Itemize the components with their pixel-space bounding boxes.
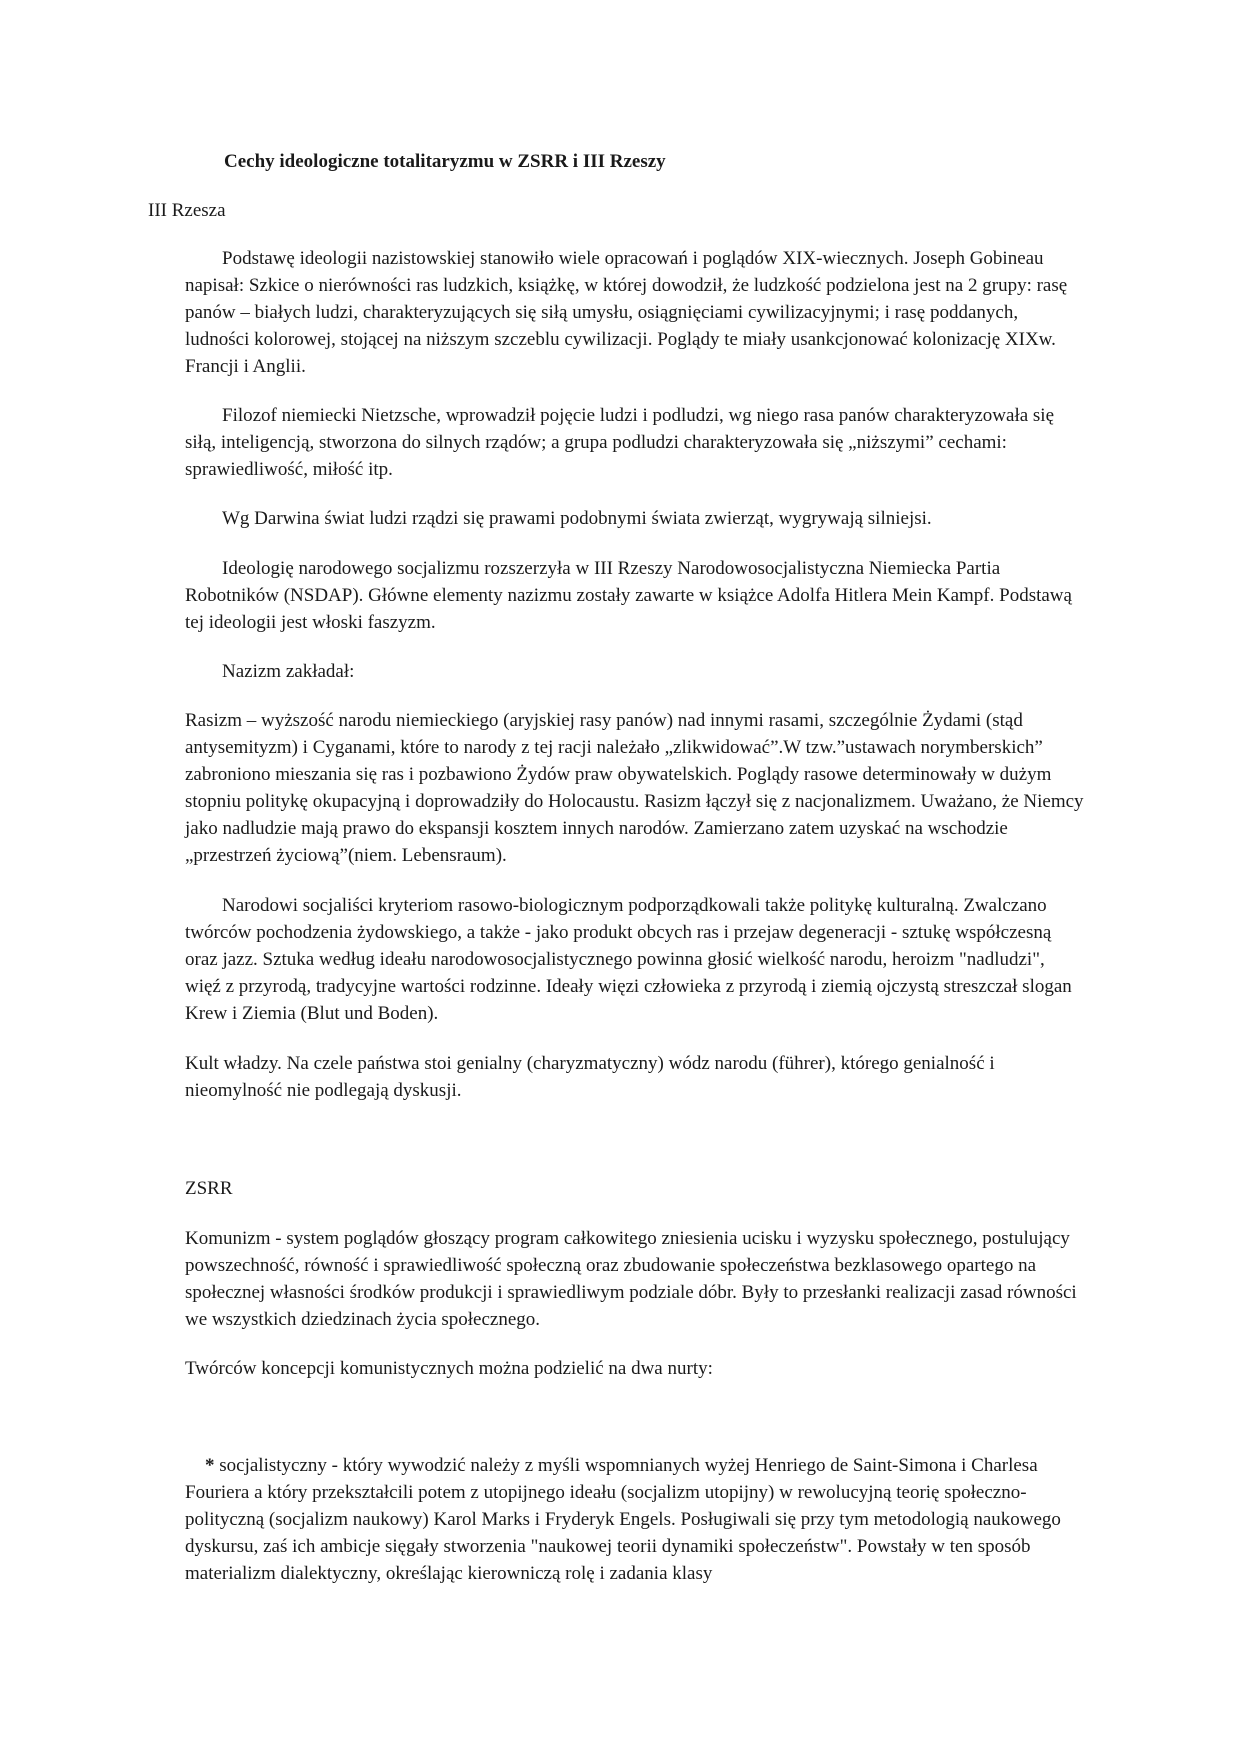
paragraph-nazizm-zakladal: Nazizm zakładał:	[222, 661, 355, 682]
paragraph-nsdap: Ideologię narodowego socjalizmu rozszerzyła w III Rzeszy Narodowosocjalistyczna Niemiecka Partia Robotników (NSDAP). Główne elementy nazizmu zostały zawarte w książce Adolfa Hitlera Mein Kampf. Podstawą tej ideologii jest włoski faszyzm.	[185, 558, 1072, 633]
list-item-text: socjalistyczny - który wywodzić należy z myśli wspomnianych wyżej Henriego de Saint-Simona i Charlesa Fouriera a który przekształcili potem z utopijnego ideału (socjalizm utopijny) w rewolucyjną teorię społeczno-polityczną (socjalizm naukowy) Karol Marks i Fryderyk Engels. Posługiwali się przy tym metodologią naukowego dyskursu, zaś ich ambicje sięgały stworzenia "naukowej teorii dynamiki społeczeństw". Powstały w ten sposób materializm dialektyczny, określając kierowniczą rolę i zadania klasy	[185, 1455, 1061, 1584]
paragraph-gobineau: Podstawę ideologii nazistowskiej stanowiło wiele opracowań i poglądów XIX-wiecznych. Joseph Gobineau napisał: Szkice o nierówności ras ludzkich, książkę, w której dowodził, że ludzkość podzielona jest na 2 grupy: rasę panów – białych ludzi, charakteryzujących się siłą umysłu, osiągnięciami cywilizacyjnymi; i rasę poddanych, ludności kolorowej, stojącej na niższym szczeblu cywilizacji. Poglądy te miały usankcjonować kolonizację XIXw. Francji i Anglii.	[185, 248, 1068, 377]
paragraph-komunizm: Komunizm - system poglądów głoszący program całkowitego zniesienia ucisku i wyzysku społecznego, postulujący powszechność, równość i sprawiedliwość społeczną oraz zbudowanie społeczeństwa bezklasowego opartego na społecznej własności środków produkcji i sprawiedliwym podziale dóbr. Były to przesłanki realizacji zasad równości we wszystkich dziedzinach życia społecznego.	[185, 1228, 1077, 1330]
paragraph-rasizm: Rasizm – wyższość narodu niemieckiego (aryjskiej rasy panów) nad innymi rasami, szczególnie Żydami (stąd antysemityzm) i Cyganami, które to narody z tej racji należało „zlikwidować”.W tzw.”ustawach norymberskich” zabroniono mieszania się ras i pozbawiono Żydów praw obywatelskich. Poglądy rasowe determinowały w dużym stopniu politykę okupacyjną i doprowadziły do Holocaustu. Rasizm łączył się z nacjonalizmem. Uważano, że Niemcy jako nadludzie mają prawo do ekspansji kosztem innych narodów. Zamierzano zatem uzyskać na wschodzie „przestrzeń życiową”(niem. Lebensraum).	[185, 710, 1084, 866]
list-item-socjalistyczny	[185, 1452, 1085, 1587]
paragraph-nietzsche: Filozof niemiecki Nietzsche, wprowadził pojęcie ludzi i podludzi, wg niego rasa panów charakteryzowała się siłą, inteligencją, stworzona do silnych rządów; a grupa podludzi charakteryzowała się „niższymi” cechami: sprawiedliwość, miłość itp.	[185, 405, 1055, 480]
section-heading-iii-rzesza: III Rzesza	[148, 200, 226, 221]
section-heading-zsrr: ZSRR	[185, 1178, 233, 1199]
paragraph-kult-wladzy: Kult władzy. Na czele państwa stoi genialny (charyzmatyczny) wódz narodu (führer), którego genialność i nieomylność nie podlegają dyskusji.	[185, 1053, 995, 1101]
paragraph-kultura: Narodowi socjaliści kryteriom rasowo-biologicznym podporządkowali także politykę kulturalną. Zwalczano twórców pochodzenia żydowskiego, a także - jako produkt obcych ras i przejaw degeneracji - sztukę współczesną oraz jazz. Sztuka według ideału narodowosocjalistycznego powinna głosić wielkość narodu, heroizm "nadludzi", więź z przyrodą, tradycyjne wartości rodzinne. Ideały więzi człowieka z przyrodą i ziemią ojczystą streszczał slogan Krew i Ziemia (Blut und Boden).	[185, 895, 1072, 1024]
paragraph-darwin: Wg Darwina świat ludzi rządzi się prawami podobnymi świata zwierząt, wygrywają silniejsi.	[222, 508, 932, 529]
bullet-asterisk: *	[205, 1455, 215, 1476]
paragraph-dwa-nurty: Twórców koncepcji komunistycznych można podzielić na dwa nurty:	[185, 1358, 713, 1379]
document-title: Cechy ideologiczne totalitaryzmu w ZSRR i III Rzeszy	[224, 151, 666, 172]
